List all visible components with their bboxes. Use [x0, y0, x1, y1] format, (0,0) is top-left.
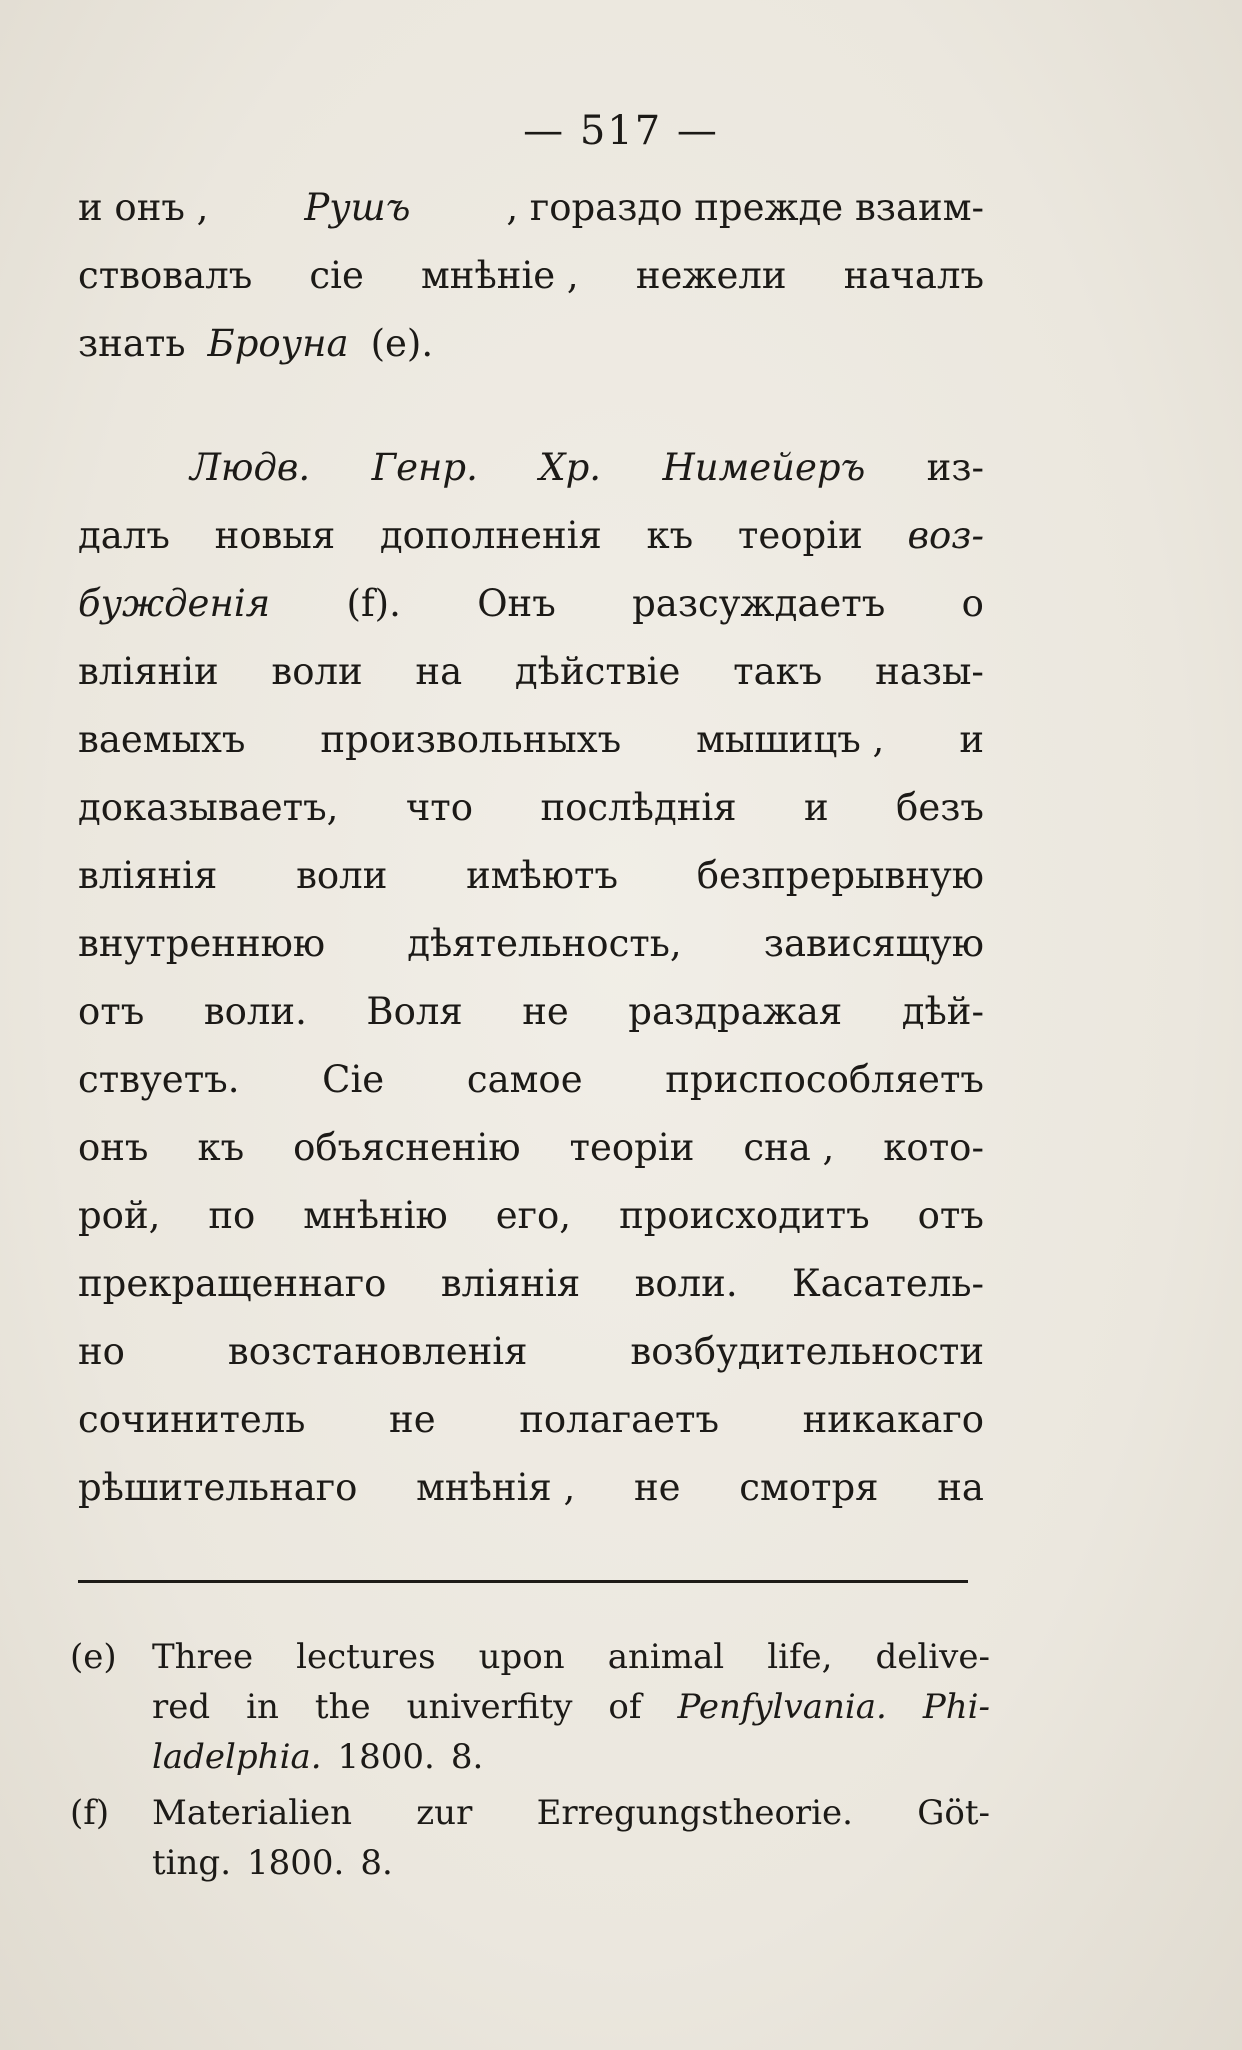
word: о	[961, 582, 984, 625]
word: воли.	[203, 990, 307, 1033]
word: происходитъ	[619, 1194, 870, 1237]
word: ствовалъ	[78, 254, 253, 297]
word: раздражая	[628, 990, 843, 1033]
word: послѣднія	[540, 786, 737, 829]
word: не	[389, 1398, 436, 1441]
word: вліянія	[78, 854, 218, 897]
word: из-	[926, 446, 984, 489]
text-line	[78, 1182, 984, 1250]
word: ваемыхъ	[78, 718, 246, 761]
word: назы-	[875, 650, 984, 693]
word: воли	[296, 854, 388, 897]
word: бужденія	[78, 582, 271, 625]
word: Materialien	[152, 1793, 353, 1833]
footnote	[70, 1632, 990, 1782]
text-line	[78, 174, 984, 242]
word: мнѣнію	[303, 1194, 448, 1237]
word: red	[152, 1687, 211, 1727]
word: Генр.	[371, 446, 478, 489]
word: и	[803, 786, 829, 829]
word: не	[633, 1466, 681, 1509]
word: по	[208, 1194, 256, 1237]
footnote-separator	[78, 1580, 968, 1583]
word: мышицъ ,	[696, 718, 885, 761]
word: univerfity	[406, 1687, 573, 1727]
text-line	[78, 774, 984, 842]
footnote-line	[152, 1838, 990, 1888]
text-line	[78, 310, 984, 378]
word: никакаго	[802, 1398, 984, 1441]
word: не	[522, 990, 569, 1033]
word: Erregungstheorie.	[536, 1793, 853, 1833]
word: безъ	[896, 786, 984, 829]
footnote-mark: (e)	[70, 1637, 117, 1677]
text-line	[78, 1046, 984, 1114]
word: lectures	[296, 1637, 436, 1677]
text-line	[78, 638, 984, 706]
word: отъ	[78, 990, 145, 1033]
text-line	[78, 1114, 984, 1182]
word: the	[314, 1687, 371, 1727]
word: Göt-	[917, 1793, 990, 1833]
word: Phi-	[922, 1687, 990, 1727]
text-line	[78, 242, 984, 310]
word: разсуждаетъ	[632, 582, 886, 625]
word: animal	[607, 1637, 725, 1677]
word: но	[78, 1330, 125, 1373]
word: Воля	[366, 990, 463, 1033]
word: онъ	[78, 1126, 149, 1169]
paragraph-gap	[78, 378, 984, 434]
word: in	[246, 1687, 279, 1727]
word: дѣйствіе	[514, 650, 681, 693]
word: сіе	[309, 254, 364, 297]
word: кото-	[883, 1126, 984, 1169]
word: смотря	[739, 1466, 879, 1509]
word: нежели	[635, 254, 787, 297]
word: приспособляетъ	[665, 1058, 984, 1101]
word: Онъ	[477, 582, 556, 625]
text-line	[78, 706, 984, 774]
word: of	[608, 1687, 642, 1727]
word: знать	[78, 322, 186, 365]
word: такъ	[733, 650, 823, 693]
word: Сіе	[322, 1058, 385, 1101]
word: 8.	[360, 1843, 393, 1883]
word: Касатель-	[791, 1262, 984, 1305]
word: на	[415, 650, 463, 693]
word: самое	[466, 1058, 583, 1101]
word: началъ	[843, 254, 984, 297]
word: 1800.	[337, 1737, 435, 1777]
word: воли.	[634, 1262, 738, 1305]
footnote-body	[152, 1632, 990, 1782]
paragraph-2	[78, 434, 984, 1522]
word: теоріи	[737, 514, 863, 557]
word: Рушъ	[304, 186, 411, 229]
word: 8.	[450, 1737, 484, 1777]
footnote-line	[152, 1632, 990, 1682]
word: ladelphia.	[152, 1737, 322, 1777]
main-text	[78, 174, 984, 1522]
word: вліяніи	[78, 650, 219, 693]
word: внутреннюю	[78, 922, 326, 965]
word: доказываетъ,	[78, 786, 339, 829]
text-line	[78, 434, 984, 502]
word: дополненія	[379, 514, 602, 557]
word: дѣй-	[901, 990, 984, 1033]
word: отъ	[917, 1194, 984, 1237]
word: имѣютъ	[466, 854, 619, 897]
word: , гораздо прежде взаим-	[506, 186, 984, 229]
word: (f).	[346, 582, 401, 625]
word: (e).	[370, 322, 434, 365]
text-line	[78, 1386, 984, 1454]
text-line	[78, 910, 984, 978]
word: life,	[767, 1637, 833, 1677]
word: мнѣнія ,	[416, 1466, 576, 1509]
word: полагаетъ	[519, 1398, 720, 1441]
word: Броуна	[207, 322, 349, 365]
word: Нимейеръ	[662, 446, 866, 489]
word: мнѣніе ,	[421, 254, 579, 297]
footnote-line	[152, 1682, 990, 1732]
word: Людв.	[190, 446, 311, 489]
word: прекращеннаго	[78, 1262, 387, 1305]
text-line	[78, 502, 984, 570]
word: воз-	[907, 514, 984, 557]
text-line	[78, 978, 984, 1046]
text-line	[78, 842, 984, 910]
word: далъ	[78, 514, 170, 557]
word: Three	[152, 1637, 254, 1677]
word: воли	[271, 650, 363, 693]
footnote	[70, 1788, 990, 1888]
word: рѣшительнаго	[78, 1466, 358, 1509]
word: delive-	[875, 1637, 990, 1677]
word: Хр.	[539, 446, 602, 489]
word: объясненію	[293, 1126, 521, 1169]
word: upon	[478, 1637, 565, 1677]
text-line	[78, 1250, 984, 1318]
footnote-body	[152, 1788, 990, 1888]
word: рой,	[78, 1194, 161, 1237]
footnote-mark: (f)	[70, 1793, 110, 1833]
word: zur	[416, 1793, 473, 1833]
word: вліянія	[440, 1262, 581, 1305]
word: теоріи	[569, 1126, 695, 1169]
word: его,	[495, 1194, 572, 1237]
word: дѣятельность,	[407, 922, 682, 965]
footnote-line	[152, 1788, 990, 1838]
word: сочинитель	[78, 1398, 306, 1441]
word: возстановленія	[227, 1330, 528, 1373]
word: ting.	[152, 1843, 232, 1883]
text-line	[78, 570, 984, 638]
text-line	[78, 1454, 984, 1522]
word: Penfylvania.	[677, 1687, 887, 1727]
paragraph-1	[78, 174, 984, 378]
word: и	[959, 718, 984, 761]
word: произвольныхъ	[320, 718, 622, 761]
page-number: — 517 —	[523, 108, 719, 154]
word: ствуетъ.	[78, 1058, 240, 1101]
word: новыя	[214, 514, 336, 557]
word: безпрерывную	[696, 854, 984, 897]
word: зависящую	[763, 922, 984, 965]
word: сна ,	[743, 1126, 835, 1169]
word: 1800.	[247, 1843, 345, 1883]
word: возбудительности	[630, 1330, 984, 1373]
word: и онъ ,	[78, 186, 209, 229]
text-line	[78, 1318, 984, 1386]
word: на	[937, 1466, 984, 1509]
word: къ	[646, 514, 694, 557]
word: къ	[197, 1126, 245, 1169]
footnotes	[70, 1632, 990, 1888]
footnote-line	[152, 1732, 990, 1782]
word: что	[405, 786, 474, 829]
